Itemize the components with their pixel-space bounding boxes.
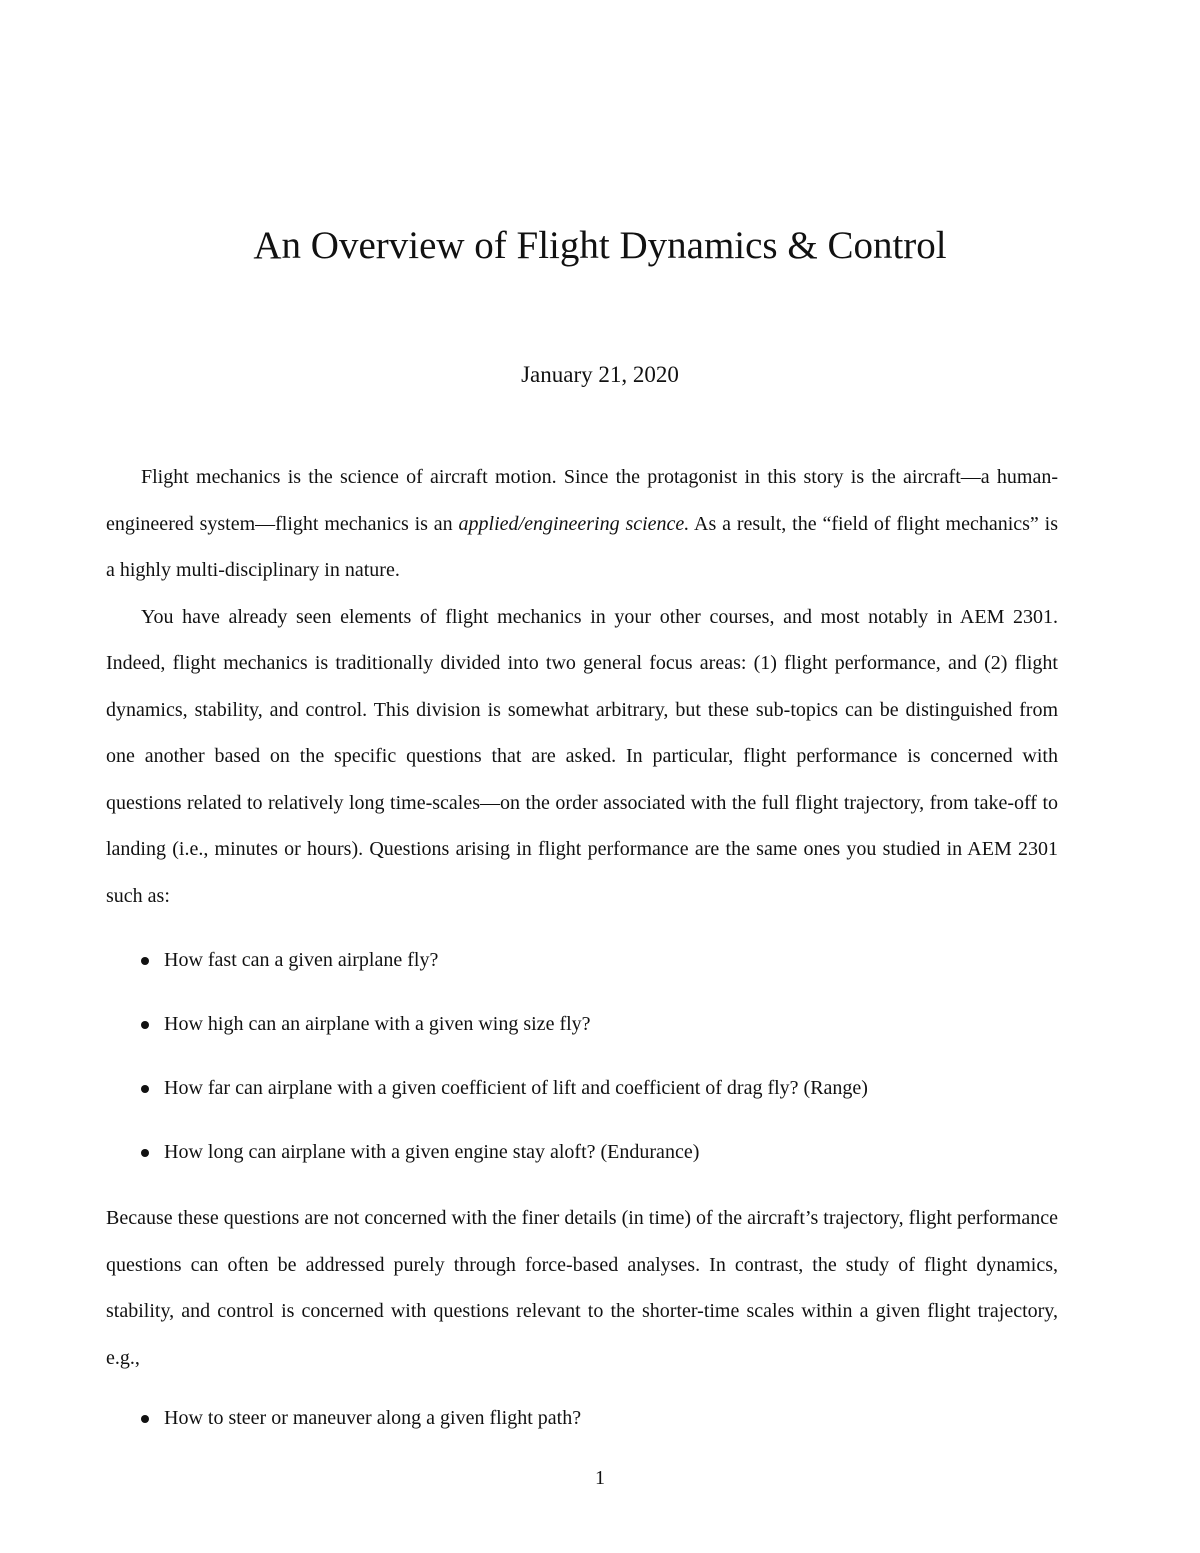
paragraph-flight-mechanics-definition <box>106 454 1058 594</box>
bullet-icon <box>141 1085 149 1093</box>
dynamics-questions-list <box>106 1403 1058 1467</box>
emphasized-text: applied/engineering science. <box>458 512 690 535</box>
bullet-icon <box>141 1415 149 1423</box>
page-number: 1 <box>595 1467 605 1489</box>
list-item-text: How far can airplane with a given coefficient of lift and coefficient of drag fly? (Range) <box>164 1077 868 1099</box>
list-item-text: How fast can a given airplane fly? <box>164 949 439 971</box>
document-date: January 21, 2020 <box>521 362 679 387</box>
bullet-icon <box>141 1021 149 1029</box>
list-item-text: How to steer or maneuver along a given flight path? <box>164 1407 582 1429</box>
list-item <box>106 1403 1058 1433</box>
performance-questions-list <box>106 945 1058 1201</box>
paragraph-text: As a result, the “field of flight mechanics” is a highly multi-disciplinary in nature. <box>106 512 1058 581</box>
list-item <box>106 945 1058 975</box>
document-title: An Overview of Flight Dynamics & Control <box>253 224 947 267</box>
list-item <box>106 1073 1058 1103</box>
list-item-text: How high can an airplane with a given wing size fly? <box>164 1013 591 1035</box>
bullet-icon <box>141 957 149 965</box>
paragraph-focus-areas: You have already seen elements of flight mechanics in your other courses, and most notably in AEM 2301. Indeed, flight mechanics is traditionally divided into two general focus areas: (1) flight performance, and (2) flight dynamics, stability, and control. This division is somewhat arbitrary, but these sub-topics can be distinguished from one another based on the specific questions that are asked. In particular, flight performance is concerned with questions related to relatively long time-scales—on the order associated with the full flight trajectory, from take-off to landing (i.e., minutes or hours). Questions arising in flight performance are the same ones you studied in AEM 2301 such as: <box>106 605 1058 907</box>
list-item-text: How long can airplane with a given engine stay aloft? (Endurance) <box>164 1141 700 1163</box>
list-item <box>106 1137 1058 1167</box>
list-item <box>106 1009 1058 1039</box>
bullet-icon <box>141 1149 149 1157</box>
paragraph-dynamics-contrast: Because these questions are not concerned with the finer details (in time) of the aircraft’s trajectory, flight performance questions can often be addressed purely through force-based analyses. In contrast, the study of flight dynamics, stability, and control is concerned with questions relevant to the shorter-time scales within a given flight trajectory, e.g., <box>106 1207 1058 1369</box>
body-text-intro <box>106 454 1058 919</box>
body-text-contrast <box>106 1195 1058 1381</box>
paragraph-text: Flight mechanics is the science of aircraft motion. Since the protagonist in this story is the aircraft—a human-engineered system—flight mechanics is an <box>106 466 1058 535</box>
